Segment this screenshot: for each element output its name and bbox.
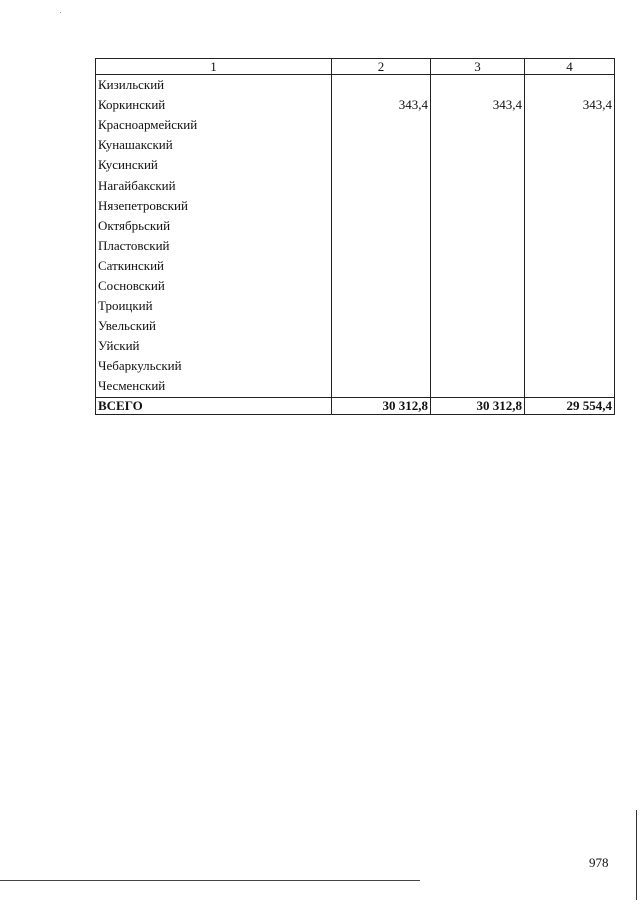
value-col-4: [525, 376, 615, 397]
value-col-2: [332, 256, 431, 276]
value-col-4: [525, 175, 615, 195]
header-col-4: 4: [525, 59, 615, 75]
value-col-3: [431, 115, 525, 135]
district-name: Уйский: [96, 336, 332, 356]
total-row: [96, 397, 615, 414]
table-row: [96, 115, 615, 135]
value-col-2: [332, 155, 431, 175]
value-col-2: [332, 356, 431, 376]
value-col-3: [431, 296, 525, 316]
table-row: [96, 376, 615, 397]
district-name: Кизильский: [96, 75, 332, 96]
value-col-3: [431, 336, 525, 356]
value-col-2: 343,4: [332, 95, 431, 115]
bottom-rule: [0, 880, 420, 881]
district-name: Троицкий: [96, 296, 332, 316]
header-col-3: 3: [431, 59, 525, 75]
district-name: Октябрьский: [96, 216, 332, 236]
value-col-4: [525, 236, 615, 256]
value-col-3: [431, 75, 525, 96]
value-col-4: [525, 276, 615, 296]
table-row: [96, 175, 615, 195]
value-col-2: [332, 236, 431, 256]
value-col-4: [525, 336, 615, 356]
table-row: [96, 135, 615, 155]
value-col-2: [332, 216, 431, 236]
table-row: [96, 236, 615, 256]
value-col-2: [332, 336, 431, 356]
district-name: Чесменский: [96, 376, 332, 397]
value-col-4: [525, 316, 615, 336]
district-name: Кусинский: [96, 155, 332, 175]
table-row: [96, 276, 615, 296]
district-name: Чебаркульский: [96, 356, 332, 376]
table-row: [96, 316, 615, 336]
table-row: [96, 155, 615, 175]
value-col-2: [332, 276, 431, 296]
value-col-4: [525, 356, 615, 376]
table-row: [96, 216, 615, 236]
district-name: Красноармейский: [96, 115, 332, 135]
value-col-3: [431, 236, 525, 256]
value-col-3: [431, 135, 525, 155]
value-col-4: [525, 75, 615, 96]
total-col-4: 29 554,4: [525, 397, 615, 414]
table-row: [96, 256, 615, 276]
total-label: ВСЕГО: [96, 397, 332, 414]
value-col-3: [431, 356, 525, 376]
total-col-2: 30 312,8: [332, 397, 431, 414]
value-col-4: [525, 296, 615, 316]
value-col-3: [431, 376, 525, 397]
table-row: [96, 75, 615, 96]
value-col-2: [332, 196, 431, 216]
value-col-3: [431, 175, 525, 195]
district-name: Увельский: [96, 316, 332, 336]
header-col-1: 1: [96, 59, 332, 75]
value-col-2: [332, 316, 431, 336]
value-col-4: [525, 216, 615, 236]
budget-table: [95, 58, 615, 415]
total-col-3: 30 312,8: [431, 397, 525, 414]
value-col-2: [332, 175, 431, 195]
district-name: Нязепетровский: [96, 196, 332, 216]
value-col-4: [525, 115, 615, 135]
value-col-2: [332, 75, 431, 96]
district-name: Пластовский: [96, 236, 332, 256]
value-col-2: [332, 135, 431, 155]
scan-speck: [60, 12, 61, 13]
value-col-2: [332, 296, 431, 316]
table-row: [96, 296, 615, 316]
value-col-4: 343,4: [525, 95, 615, 115]
table-row: [96, 95, 615, 115]
value-col-3: [431, 155, 525, 175]
value-col-2: [332, 115, 431, 135]
value-col-4: [525, 155, 615, 175]
value-col-3: 343,4: [431, 95, 525, 115]
district-name: Саткинский: [96, 256, 332, 276]
district-name: Сосновский: [96, 276, 332, 296]
district-name: Коркинский: [96, 95, 332, 115]
value-col-4: [525, 135, 615, 155]
value-col-4: [525, 256, 615, 276]
value-col-3: [431, 256, 525, 276]
value-col-3: [431, 196, 525, 216]
header-row: [96, 59, 615, 75]
table-row: [96, 336, 615, 356]
side-rule: [636, 810, 637, 900]
district-name: Кунашакский: [96, 135, 332, 155]
value-col-3: [431, 276, 525, 296]
table-row: [96, 196, 615, 216]
value-col-3: [431, 316, 525, 336]
value-col-2: [332, 376, 431, 397]
value-col-4: [525, 196, 615, 216]
header-col-2: 2: [332, 59, 431, 75]
district-name: Нагайбакский: [96, 175, 332, 195]
page-number: 978: [589, 855, 609, 870]
table-row: [96, 356, 615, 376]
value-col-3: [431, 216, 525, 236]
